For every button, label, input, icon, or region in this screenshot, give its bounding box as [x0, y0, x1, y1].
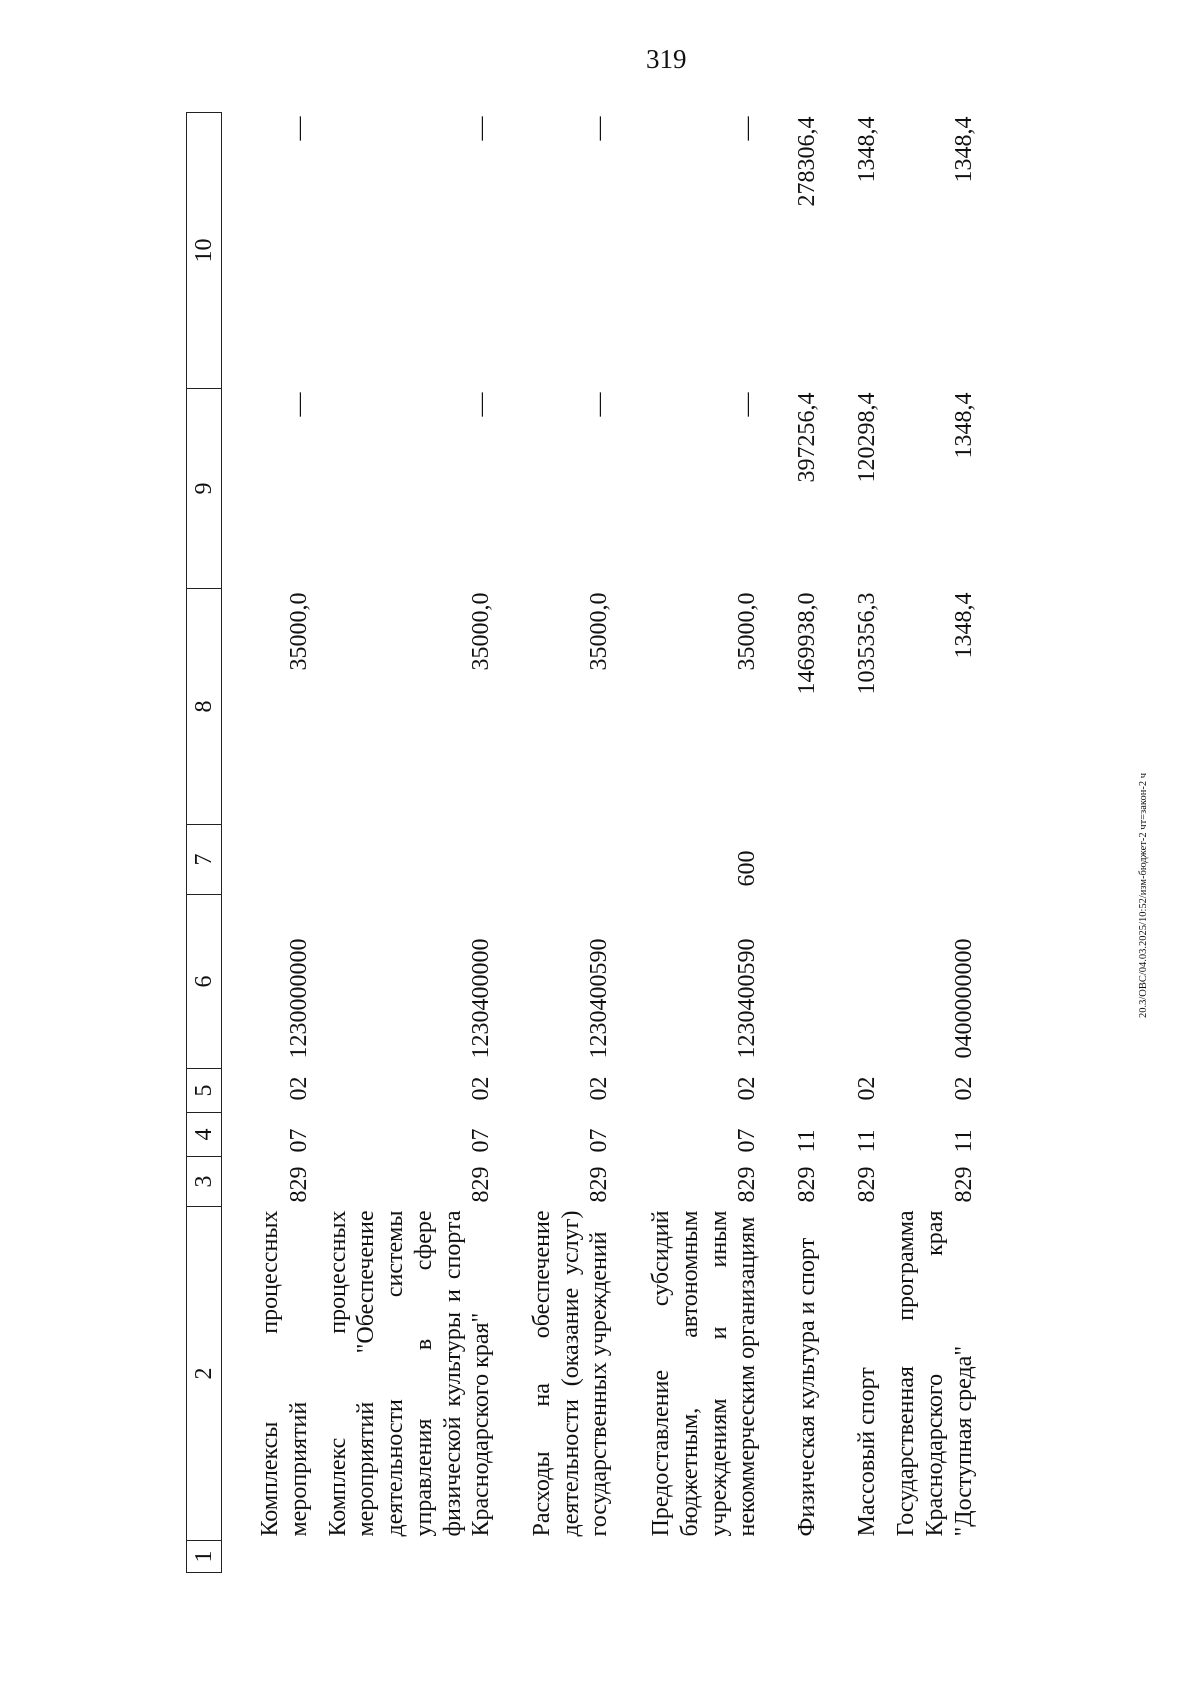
- header-cell: 1: [187, 1541, 222, 1573]
- cell-section-code: 11: [854, 1129, 881, 1153]
- table-row: [500, 113, 618, 1573]
- row-name: Государственная программа Краснодарского края "Доступная среда": [893, 1210, 977, 1537]
- cell-expense-type: 600: [734, 850, 761, 887]
- cell-target-code: 1230400590: [734, 938, 761, 1059]
- table-row: [618, 113, 766, 1573]
- cell-section-code: 07: [734, 1128, 761, 1153]
- cell-ministry-code: 829: [586, 1166, 613, 1203]
- cell-amount-col9: —: [468, 392, 495, 417]
- cell-section-code: 07: [468, 1128, 495, 1153]
- cell-expense-type: [500, 825, 618, 895]
- page-number: 319: [646, 44, 687, 74]
- cell-blank: [318, 1541, 501, 1573]
- cell-amount-col10: —: [586, 116, 613, 141]
- table-header-row: [187, 113, 222, 1573]
- cell-subsection-code: 02: [468, 1076, 495, 1101]
- header-cell: 4: [187, 1113, 222, 1157]
- header-cell: 2: [187, 1207, 222, 1541]
- cell-blank: [766, 1541, 826, 1573]
- cell-ministry-code: 829: [285, 1166, 312, 1203]
- cell-amount-col8: 35000,0: [734, 592, 761, 671]
- cell-amount-col9: —: [586, 392, 613, 417]
- cell-amount-col9: —: [285, 392, 312, 417]
- row-name: Предоставление субсидий бюджетным, автономным учреждениям и иным некоммерческим организациям: [648, 1210, 761, 1537]
- cell-blank: [826, 1541, 886, 1573]
- cell-blank: [618, 1541, 766, 1573]
- cell-ministry-code: 829: [468, 1166, 495, 1203]
- budget-table: [186, 112, 983, 1573]
- table-row: [222, 113, 318, 1573]
- cell-section-code: 07: [285, 1128, 312, 1153]
- row-name: Расходы на обеспечение деятельности (оказание услуг) государственных учреждений: [528, 1210, 613, 1537]
- cell-target-code: [766, 895, 826, 1069]
- row-name: Комплексы процессных мероприятий: [256, 1210, 312, 1537]
- cell-target-code: [826, 895, 886, 1069]
- cell-amount-col8: 1348,4: [950, 592, 977, 659]
- cell-expense-type: [826, 825, 886, 895]
- cell-target-code: 1230400590: [586, 938, 613, 1059]
- document-footer-code: 20.3/ОВС/04.03.2025/10:52/изм-бюджет-2 чт=закон-2 ч: [1138, 773, 1149, 1018]
- cell-ministry-code: 829: [854, 1166, 881, 1203]
- header-cell: 5: [187, 1069, 222, 1113]
- cell-section-code: 07: [586, 1128, 613, 1153]
- cell-amount-col9: 120298,4: [854, 392, 881, 483]
- header-cell: 9: [187, 389, 222, 589]
- cell-amount-col10: 1348,4: [950, 116, 977, 183]
- cell-blank: [886, 1541, 982, 1573]
- cell-blank: [500, 1541, 618, 1573]
- cell-subsection-code: 02: [586, 1076, 613, 1101]
- cell-amount-col10: 1348,4: [854, 116, 881, 183]
- cell-subsection-code: 02: [950, 1076, 977, 1101]
- cell-amount-col10: —: [285, 116, 312, 141]
- cell-subsection-code: [766, 1069, 826, 1113]
- header-cell: 10: [187, 113, 222, 389]
- header-cell: 6: [187, 895, 222, 1069]
- cell-subsection-code: 02: [734, 1076, 761, 1101]
- cell-amount-col8: 35000,0: [468, 592, 495, 671]
- header-cell: 7: [187, 825, 222, 895]
- cell-ministry-code: 829: [950, 1166, 977, 1203]
- table-row: [826, 113, 886, 1573]
- cell-target-code: 1230400000: [468, 938, 495, 1059]
- table-row: [886, 113, 982, 1573]
- cell-amount-col10: —: [468, 116, 495, 141]
- cell-amount-col8: 1469938,0: [794, 592, 821, 695]
- cell-amount-col8: 35000,0: [285, 592, 312, 671]
- cell-subsection-code: 02: [854, 1076, 881, 1101]
- cell-amount-col10: —: [734, 116, 761, 141]
- cell-expense-type: [222, 825, 318, 895]
- table-row: [766, 113, 826, 1573]
- cell-amount-col8: 1035356,3: [854, 592, 881, 695]
- cell-target-code: 1230000000: [285, 938, 312, 1059]
- cell-amount-col9: 1348,4: [950, 392, 977, 459]
- header-cell: 8: [187, 589, 222, 825]
- row-name: Массовый спорт: [854, 1367, 881, 1537]
- row-name: Физическая культура и спорт: [794, 1237, 821, 1537]
- cell-amount-col9: 397256,4: [794, 392, 821, 483]
- cell-section-code: 11: [794, 1129, 821, 1153]
- cell-section-code: 11: [950, 1129, 977, 1153]
- header-cell: 3: [187, 1157, 222, 1207]
- cell-target-code: 0400000000: [950, 938, 977, 1059]
- cell-expense-type: [318, 825, 501, 895]
- table-row: [318, 113, 501, 1573]
- row-name: Комплекс процессных мероприятий "Обеспечение деятельности системы управления в сфере физической культуры и спорта Краснодарского края": [324, 1210, 495, 1537]
- cell-ministry-code: 829: [734, 1166, 761, 1203]
- cell-expense-type: [766, 825, 826, 895]
- cell-amount-col8: 35000,0: [586, 592, 613, 671]
- cell-subsection-code: 02: [285, 1076, 312, 1101]
- cell-blank: [222, 1541, 318, 1573]
- cell-amount-col9: —: [734, 392, 761, 417]
- cell-ministry-code: 829: [794, 1166, 821, 1203]
- budget-table-rotated: [186, 113, 1200, 1573]
- cell-amount-col10: 278306,4: [794, 116, 821, 207]
- cell-expense-type: [886, 825, 982, 895]
